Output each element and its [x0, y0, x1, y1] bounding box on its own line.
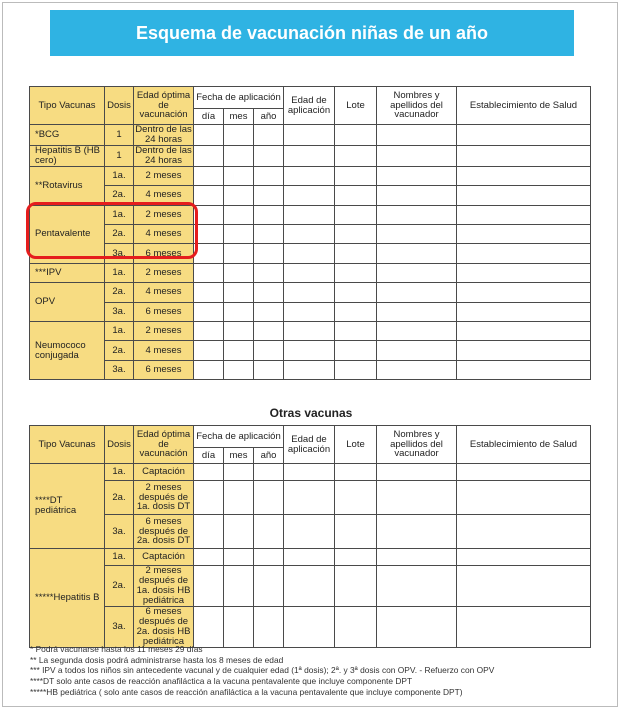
day-field[interactable]	[194, 145, 224, 166]
optimal-age: 6 meses después de 2a. dosis DT	[134, 515, 194, 549]
health-facility-field[interactable]	[457, 481, 591, 515]
year-field[interactable]	[254, 145, 284, 166]
vaccinator-field[interactable]	[377, 322, 457, 341]
age-applied-field[interactable]	[284, 205, 335, 224]
table-row	[30, 515, 591, 549]
age-applied-field[interactable]	[284, 360, 335, 379]
age-applied-field[interactable]	[284, 481, 335, 515]
vaccine-name: ***IPV	[30, 263, 105, 282]
year-field[interactable]	[254, 549, 284, 566]
dose-number: 1	[105, 125, 134, 146]
vaccine-name: *BCG	[30, 125, 105, 146]
vaccinator-field[interactable]	[377, 166, 457, 185]
day-field[interactable]	[194, 606, 224, 647]
vaccinator-field[interactable]	[377, 341, 457, 360]
age-applied-field[interactable]	[284, 566, 335, 607]
age-applied-field[interactable]	[284, 283, 335, 302]
health-facility-field[interactable]	[457, 302, 591, 321]
dose-number: 2a.	[105, 225, 134, 244]
footnote: * Podrá vacunarse hasta los 11 meses 29 días	[30, 644, 203, 654]
vaccinator-field[interactable]	[377, 225, 457, 244]
year-field[interactable]	[254, 166, 284, 185]
batch-field[interactable]	[335, 606, 377, 647]
optimal-age: 6 meses	[134, 302, 194, 321]
table-row	[30, 145, 591, 166]
month-field[interactable]	[224, 566, 254, 607]
health-facility-field[interactable]	[457, 244, 591, 263]
header-nombres-vacunador: Nombres y apellidos del vacunador	[377, 87, 457, 125]
age-applied-field[interactable]	[284, 166, 335, 185]
month-field[interactable]	[224, 283, 254, 302]
year-field[interactable]	[254, 283, 284, 302]
health-facility-field[interactable]	[457, 166, 591, 185]
health-facility-field[interactable]	[457, 205, 591, 224]
page-title: Esquema de vacunación niñas de un año	[50, 10, 574, 56]
optimal-age: Dentro de las 24 horas	[135, 145, 192, 166]
header-mes: mes	[224, 448, 254, 464]
age-applied-field[interactable]	[284, 549, 335, 566]
month-field[interactable]	[224, 205, 254, 224]
optimal-age: Captación	[134, 464, 194, 481]
health-facility-field[interactable]	[457, 186, 591, 205]
year-field[interactable]	[254, 302, 284, 321]
dose-number: 2a.	[105, 283, 134, 302]
age-applied-field[interactable]	[284, 225, 335, 244]
year-field[interactable]	[254, 263, 284, 282]
age-applied-field[interactable]	[284, 341, 335, 360]
header-tipo-vacunas: Tipo Vacunas	[30, 87, 105, 125]
age-applied-field[interactable]	[284, 606, 335, 647]
dose-number: 3a.	[105, 606, 134, 647]
day-field[interactable]	[194, 464, 224, 481]
header-dosis: Dosis	[105, 87, 134, 125]
year-field[interactable]	[254, 481, 284, 515]
vaccinator-field[interactable]	[377, 283, 457, 302]
optimal-age: 2 meses	[134, 263, 194, 282]
day-field[interactable]	[194, 515, 224, 549]
year-field[interactable]	[254, 322, 284, 341]
health-facility-field[interactable]	[457, 225, 591, 244]
table-row	[30, 341, 591, 360]
health-facility-field[interactable]	[457, 341, 591, 360]
footnotes	[30, 644, 494, 698]
table-row	[30, 166, 591, 185]
table-row	[30, 566, 591, 607]
month-field[interactable]	[224, 606, 254, 647]
year-field[interactable]	[254, 360, 284, 379]
month-field[interactable]	[224, 549, 254, 566]
day-field[interactable]	[194, 263, 224, 282]
dose-number: 1a.	[105, 263, 134, 282]
batch-field[interactable]	[335, 263, 377, 282]
batch-field[interactable]	[335, 283, 377, 302]
header-dosis: Dosis	[105, 426, 134, 464]
footnote: *** IPV a todos los niños sin antecedente vacunal y de cualquier edad (1ª dosis); 2ª. y 3ª dosis con OPV. - Refuerzo con OPV	[30, 665, 495, 676]
table-row	[30, 205, 591, 224]
month-field[interactable]	[224, 244, 254, 263]
batch-field[interactable]	[335, 322, 377, 341]
vaccinator-field[interactable]	[377, 186, 457, 205]
table-row	[30, 322, 591, 341]
health-facility-field[interactable]	[457, 263, 591, 282]
header-dia: día	[194, 448, 224, 464]
month-field[interactable]	[224, 263, 254, 282]
day-field[interactable]	[194, 186, 224, 205]
age-applied-field[interactable]	[284, 263, 335, 282]
vaccinator-field[interactable]	[377, 606, 457, 647]
day-field[interactable]	[194, 566, 224, 607]
batch-field[interactable]	[335, 166, 377, 185]
batch-field[interactable]	[335, 481, 377, 515]
day-field[interactable]	[194, 322, 224, 341]
health-facility-field[interactable]	[457, 515, 591, 549]
other-vaccines-table	[29, 425, 591, 648]
age-applied-field[interactable]	[284, 515, 335, 549]
table-row	[30, 263, 591, 282]
year-field[interactable]	[254, 464, 284, 481]
batch-field[interactable]	[335, 360, 377, 379]
month-field[interactable]	[224, 125, 254, 146]
vaccinator-field[interactable]	[377, 515, 457, 549]
header-edad-optima: Edad óptima de vacunación	[134, 426, 194, 464]
batch-field[interactable]	[335, 302, 377, 321]
footnote: *****HB pediátrica ( solo ante casos de reacción anafiláctica a la vacuna pentavalente que incluye componente DPT)	[30, 686, 463, 697]
age-applied-field[interactable]	[284, 186, 335, 205]
month-field[interactable]	[224, 322, 254, 341]
health-facility-field[interactable]	[457, 125, 591, 146]
batch-field[interactable]	[335, 549, 377, 566]
other-vaccines-title: Otras vacunas	[269, 406, 353, 420]
day-field[interactable]	[194, 125, 224, 146]
vaccination-table	[29, 86, 591, 380]
header-anio: año	[254, 448, 284, 464]
vaccinator-field[interactable]	[377, 549, 457, 566]
year-field[interactable]	[254, 515, 284, 549]
header-lote: Lote	[335, 87, 377, 125]
vaccinator-field[interactable]	[377, 481, 457, 515]
table-row	[30, 549, 591, 566]
optimal-age: 4 meses	[134, 186, 194, 205]
dose-number: 3a.	[105, 515, 134, 549]
day-field[interactable]	[194, 166, 224, 185]
batch-field[interactable]	[335, 145, 377, 166]
year-field[interactable]	[254, 125, 284, 146]
health-facility-field[interactable]	[457, 283, 591, 302]
table-row	[30, 225, 591, 244]
day-field[interactable]	[194, 360, 224, 379]
health-facility-field[interactable]	[457, 549, 591, 566]
month-field[interactable]	[224, 464, 254, 481]
header-lote: Lote	[335, 426, 377, 464]
optimal-age: 2 meses después de 1a. dosis HB pediátrica	[134, 566, 194, 607]
vaccinator-field[interactable]	[377, 145, 457, 166]
optimal-age: 4 meses	[134, 283, 194, 302]
dose-number: 3a.	[105, 302, 134, 321]
age-applied-field[interactable]	[284, 145, 335, 166]
dose-number: 3a.	[105, 360, 134, 379]
optimal-age: 2 meses	[134, 205, 194, 224]
table-row	[30, 360, 591, 379]
dose-number: 3a.	[105, 244, 134, 263]
health-facility-field[interactable]	[457, 566, 591, 607]
batch-field[interactable]	[335, 186, 377, 205]
dose-number: 1a.	[105, 549, 134, 566]
optimal-age: Captación	[134, 549, 194, 566]
vaccinator-field[interactable]	[377, 566, 457, 607]
batch-field[interactable]	[335, 205, 377, 224]
day-field[interactable]	[194, 302, 224, 321]
vaccine-name: *****Hepatitis B	[30, 549, 105, 648]
month-field[interactable]	[224, 145, 254, 166]
vaccinator-field[interactable]	[377, 125, 457, 146]
day-field[interactable]	[194, 225, 224, 244]
optimal-age: 4 meses	[134, 341, 194, 360]
batch-field[interactable]	[335, 464, 377, 481]
vaccine-name: Neumococo conjugada	[30, 322, 105, 380]
batch-field[interactable]	[335, 225, 377, 244]
day-field[interactable]	[194, 244, 224, 263]
header-edad-aplicacion: Edad de aplicación	[284, 426, 335, 464]
batch-field[interactable]	[335, 125, 377, 146]
vaccinator-field[interactable]	[377, 360, 457, 379]
table-row	[30, 481, 591, 515]
day-field[interactable]	[194, 341, 224, 360]
table-row	[30, 302, 591, 321]
table-row	[30, 464, 591, 481]
vaccinator-field[interactable]	[377, 302, 457, 321]
age-applied-field[interactable]	[284, 464, 335, 481]
vaccine-name: Pentavalente	[30, 205, 105, 263]
month-field[interactable]	[224, 186, 254, 205]
header-mes: mes	[224, 109, 254, 125]
header-dia: día	[194, 109, 224, 125]
header-establecimiento: Establecimiento de Salud	[457, 426, 591, 464]
health-facility-field[interactable]	[457, 322, 591, 341]
health-facility-field[interactable]	[457, 360, 591, 379]
optimal-age: 2 meses	[134, 322, 194, 341]
day-field[interactable]	[194, 205, 224, 224]
day-field[interactable]	[194, 283, 224, 302]
month-field[interactable]	[224, 481, 254, 515]
vaccine-name: Hepatitis B (HB cero)	[30, 145, 105, 166]
batch-field[interactable]	[335, 515, 377, 549]
dose-number: 1a.	[105, 205, 134, 224]
table-row	[30, 283, 591, 302]
vaccine-name: OPV	[30, 283, 105, 322]
footnote: ** La segunda dosis podrá administrarse hasta los 8 meses de edad	[30, 654, 284, 665]
dose-number: 2a.	[105, 341, 134, 360]
optimal-age: 4 meses	[134, 225, 194, 244]
day-field[interactable]	[194, 549, 224, 566]
health-facility-field[interactable]	[457, 145, 591, 166]
dose-number: 1a.	[105, 464, 134, 481]
year-field[interactable]	[254, 566, 284, 607]
vaccinator-field[interactable]	[377, 244, 457, 263]
year-field[interactable]	[254, 341, 284, 360]
month-field[interactable]	[224, 302, 254, 321]
health-facility-field[interactable]	[457, 464, 591, 481]
age-applied-field[interactable]	[284, 322, 335, 341]
header-nombres-vacunador: Nombres y apellidos del vacunador	[377, 426, 457, 464]
health-facility-field[interactable]	[457, 606, 591, 647]
year-field[interactable]	[254, 244, 284, 263]
footnote: ****DT solo ante casos de reacción anafiláctica a la vacuna pentavalente que incluye componente DPT	[30, 676, 413, 687]
vaccinator-field[interactable]	[377, 205, 457, 224]
optimal-age: 2 meses después de 1a. dosis DT	[134, 481, 194, 515]
header-anio: año	[254, 109, 284, 125]
header-fecha-aplicacion: Fecha de aplicación	[194, 426, 284, 448]
dose-number: 1a.	[105, 322, 134, 341]
year-field[interactable]	[254, 186, 284, 205]
header-fecha-aplicacion: Fecha de aplicación	[194, 87, 284, 109]
header-edad-optima: Edad óptima de vacunación	[134, 87, 194, 125]
month-field[interactable]	[224, 225, 254, 244]
header-edad-aplicacion: Edad de aplicación	[284, 87, 335, 125]
table-row	[30, 606, 591, 647]
dose-number: 1a.	[105, 166, 134, 185]
optimal-age: 2 meses	[134, 166, 194, 185]
month-field[interactable]	[224, 166, 254, 185]
vaccinator-field[interactable]	[377, 464, 457, 481]
month-field[interactable]	[224, 341, 254, 360]
dose-number: 2a.	[105, 186, 134, 205]
table-row	[30, 186, 591, 205]
table-row	[30, 125, 591, 146]
batch-field[interactable]	[335, 566, 377, 607]
year-field[interactable]	[254, 606, 284, 647]
optimal-age: 6 meses	[134, 244, 194, 263]
month-field[interactable]	[224, 515, 254, 549]
header-tipo-vacunas: Tipo Vacunas	[30, 426, 105, 464]
header-establecimiento: Establecimiento de Salud	[457, 87, 591, 125]
day-field[interactable]	[194, 481, 224, 515]
dose-number: 2a.	[105, 481, 134, 515]
age-applied-field[interactable]	[284, 125, 335, 146]
year-field[interactable]	[254, 225, 284, 244]
dose-number: 1	[105, 145, 134, 166]
vaccinator-field[interactable]	[377, 263, 457, 282]
age-applied-field[interactable]	[284, 244, 335, 263]
month-field[interactable]	[224, 360, 254, 379]
dose-number: 2a.	[105, 566, 134, 607]
year-field[interactable]	[254, 205, 284, 224]
vaccine-name: **Rotavirus	[30, 166, 105, 205]
batch-field[interactable]	[335, 244, 377, 263]
optimal-age: 6 meses después de 2a. dosis HB pediátrica	[134, 606, 194, 647]
optimal-age: Dentro de las 24 horas	[135, 124, 192, 145]
age-applied-field[interactable]	[284, 302, 335, 321]
vaccine-name: ****DT pediátrica	[30, 464, 105, 549]
batch-field[interactable]	[335, 341, 377, 360]
table-row	[30, 244, 591, 263]
optimal-age: 6 meses	[134, 360, 194, 379]
